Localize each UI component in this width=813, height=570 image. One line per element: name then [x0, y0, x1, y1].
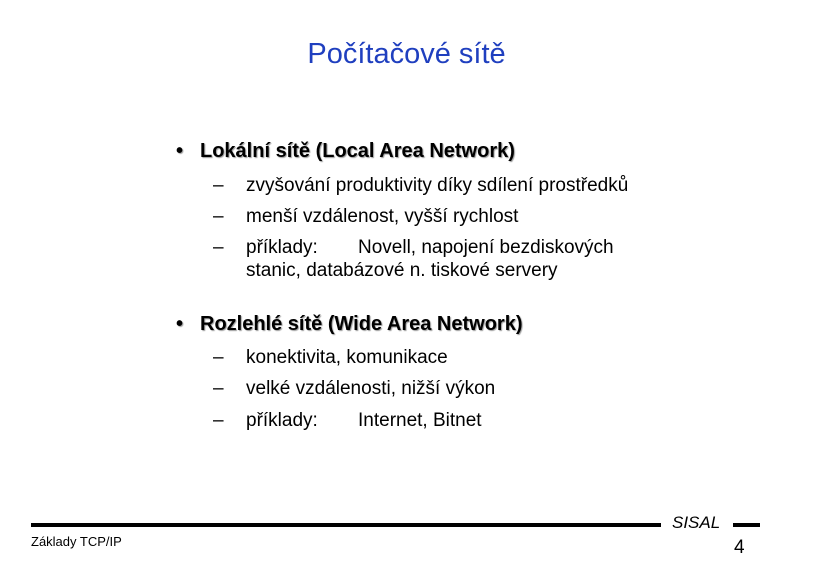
list-item-continuation: stanic, databázové n. tiskové servery: [246, 260, 558, 281]
list-item: [213, 377, 495, 400]
slide-title: Počítačové sítě: [307, 38, 506, 70]
list-item: [213, 346, 448, 369]
list-item: [213, 205, 518, 228]
list-item: [213, 409, 482, 432]
list-item: [213, 174, 628, 197]
page-number: 4: [734, 537, 745, 558]
list-item-text: velké vzdálenosti, nižší výkon: [246, 378, 496, 399]
list-item-text: menší vzdálenost, vyšší rychlost: [246, 206, 519, 227]
dash-marker: –: [213, 175, 224, 196]
list-item-text: Novell, napojení bezdiskových: [358, 237, 614, 258]
section-heading-lan: [176, 140, 515, 163]
dash-marker: –: [213, 347, 224, 368]
bullet-marker: •: [176, 140, 184, 162]
dash-marker: –: [213, 410, 224, 431]
list-item-label: příklady:: [246, 237, 318, 258]
dash-marker: –: [213, 237, 224, 258]
list-item-text: Internet, Bitnet: [358, 410, 482, 431]
dash-marker: –: [213, 378, 224, 399]
list-item: [213, 236, 614, 282]
footer-brand: SISAL: [672, 513, 721, 532]
section-heading-text: Lokální sítě (Local Area Network): [200, 140, 515, 162]
footer-course-title: Základy TCP/IP: [31, 534, 122, 549]
list-item-text: konektivita, komunikace: [246, 347, 448, 368]
dash-marker: –: [213, 206, 224, 227]
bullet-marker: •: [176, 313, 184, 335]
footer-rule-left: [31, 523, 661, 527]
section-heading-text: Rozlehlé sítě (Wide Area Network): [200, 313, 523, 335]
list-item-label: příklady:: [246, 410, 318, 431]
list-item-text: zvyšování produktivity díky sdílení prostředků: [246, 175, 629, 196]
section-heading-wan: [176, 313, 522, 336]
footer-rule-right: [733, 523, 760, 527]
